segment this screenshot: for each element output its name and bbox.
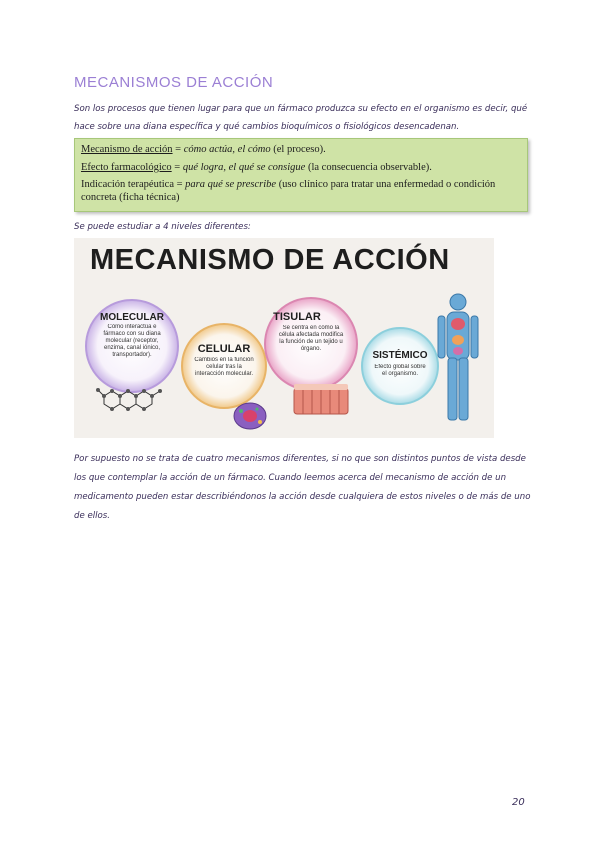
- definition-term: Indicación terapéutica: [81, 179, 174, 190]
- definition-mechanism: [81, 142, 521, 157]
- definition-italic: para qué se prescribe: [185, 179, 277, 190]
- tisular-desc: Se centra en cómo la célula afectada modifica la función de un tejido u órgano.: [278, 325, 344, 352]
- definition-sep: =: [172, 144, 184, 155]
- definition-sep: =: [171, 162, 183, 173]
- tisular-label: TISULAR: [273, 311, 321, 323]
- molecular-desc-wrap: [96, 324, 168, 364]
- celular-desc: Cambios en la función celular tras la interacción molecular.: [194, 357, 254, 377]
- mechanism-figure: [74, 238, 494, 438]
- level-tisular: [265, 298, 357, 414]
- level-celular: [182, 324, 266, 429]
- definition-rest: (uso clínico para tratar una enfermedad o condición concreta (ficha técnica): [81, 179, 496, 203]
- definition-effect: [81, 160, 521, 175]
- molecular-label: MOLECULAR: [100, 312, 164, 323]
- figure-title: MECANISMO DE ACCIÓN: [90, 244, 450, 276]
- sistemico-desc: Efecto global sobre el organismo.: [374, 364, 426, 377]
- definition-rest: (el proceso).: [270, 144, 326, 155]
- definition-italic: qué logra, el qué se consigue: [182, 162, 306, 173]
- definition-sep: =: [174, 179, 186, 190]
- sistemico-desc-wrap: [372, 364, 428, 384]
- figure-graphic: [74, 238, 494, 438]
- levels-intro: Se puede estudiar a 4 niveles diferentes:: [74, 222, 251, 232]
- section-title: MECANISMOS DE ACCIÓN: [74, 74, 274, 91]
- tisular-desc-wrap: [276, 325, 346, 367]
- tissue-icon: [294, 384, 348, 414]
- definition-italic: cómo actúa, el cómo: [183, 144, 271, 155]
- definitions-box: [74, 138, 528, 212]
- molecular-desc: Cómo interactúa e fármaco con su diana molecular (receptor, enzima, canal iónico, transportador).: [103, 324, 161, 358]
- intro-paragraph: Son los procesos que tienen lugar para que un fármaco produzca su efecto en el organismo es decir, qué hace sobre una diana específica y qué cambios bioquímicos o fisiológicos desencadenan.: [74, 104, 528, 132]
- human-body-icon: [438, 294, 478, 420]
- level-molecular: [86, 300, 178, 411]
- definition-term: Mecanismo de acción: [81, 144, 173, 155]
- celular-label: CELULAR: [197, 343, 251, 355]
- definition-rest: (la consecuencia observable).: [305, 162, 432, 173]
- celular-desc-wrap: [194, 357, 254, 393]
- definition-indication: [81, 178, 521, 204]
- outro-paragraph: Por supuesto no se trata de cuatro mecanismos diferentes, si no que son distintos puntos de vista desde los que contemplar la acción de un fármaco. Cuando leemos acerca del mecanismo de acción de un medicamento pueden estar describiéndonos la acción desde cualquiera de estos niveles o de más de uno de ellos.: [74, 454, 531, 521]
- level-sistemico: [362, 328, 438, 404]
- sistemico-label: SISTÉMICO: [372, 350, 428, 361]
- definition-term: Efecto farmacológico: [81, 162, 172, 173]
- page-number: 20: [512, 797, 525, 808]
- cell-icon: [234, 403, 266, 429]
